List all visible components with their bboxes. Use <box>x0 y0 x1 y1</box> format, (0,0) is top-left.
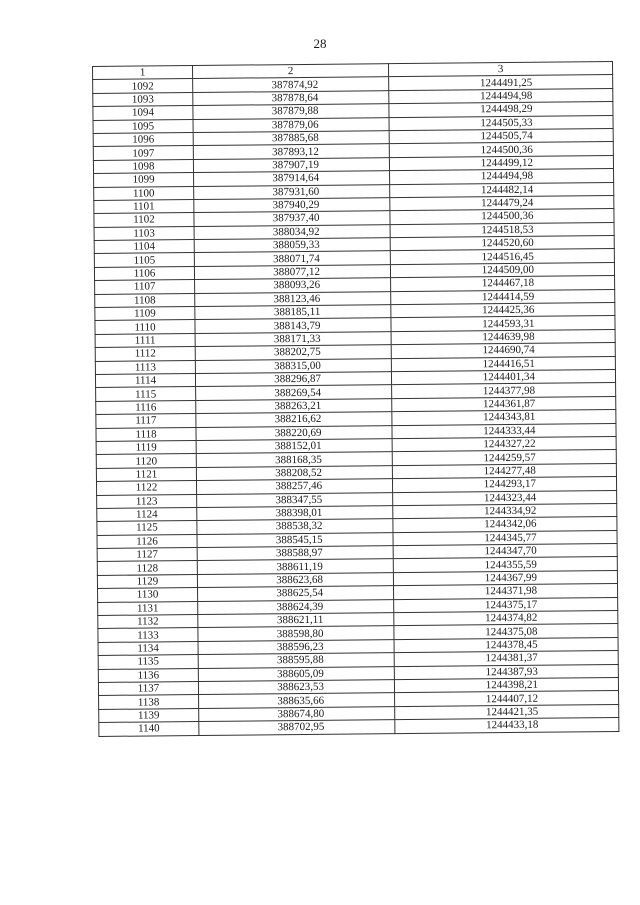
x-coordinate-cell: 388623,53 <box>198 680 394 695</box>
y-coordinate-cell: 1244355,59 <box>393 557 617 573</box>
x-coordinate-cell: 388168,35 <box>196 452 392 467</box>
x-coordinate-cell: 388185,11 <box>195 305 391 320</box>
y-coordinate-cell: 1244401,34 <box>391 369 615 385</box>
point-number-cell: 1100 <box>94 186 194 200</box>
y-coordinate-cell: 1244500,36 <box>390 209 614 225</box>
y-coordinate-cell: 1244377,98 <box>392 383 616 399</box>
y-coordinate-cell: 1244500,36 <box>389 142 613 158</box>
y-coordinate-cell: 1244421,35 <box>395 704 619 720</box>
x-coordinate-cell: 388625,54 <box>198 586 394 601</box>
point-number-cell: 1095 <box>93 119 193 133</box>
x-coordinate-cell: 388093,26 <box>195 278 391 293</box>
x-coordinate-cell: 388315,00 <box>195 358 391 373</box>
point-number-cell: 1094 <box>93 106 193 120</box>
y-coordinate-cell: 1244509,00 <box>390 262 614 278</box>
point-number-cell: 1109 <box>95 307 195 321</box>
y-coordinate-cell: 1244690,74 <box>391 343 615 359</box>
y-coordinate-cell: 1244323,44 <box>393 490 617 506</box>
point-number-cell: 1138 <box>99 695 199 709</box>
point-number-cell: 1116 <box>96 400 196 414</box>
column-header-3: 3 <box>388 62 612 78</box>
x-coordinate-cell: 388059,33 <box>194 238 390 253</box>
y-coordinate-cell: 1244516,45 <box>390 249 614 265</box>
point-number-cell: 1140 <box>99 722 199 736</box>
x-coordinate-cell: 388398,01 <box>197 506 393 521</box>
y-coordinate-cell: 1244479,24 <box>390 195 614 211</box>
x-coordinate-cell: 388269,54 <box>196 385 392 400</box>
x-coordinate-cell: 388624,39 <box>198 599 394 614</box>
y-coordinate-cell: 1244361,87 <box>392 396 616 412</box>
y-coordinate-cell: 1244259,57 <box>392 450 616 466</box>
y-coordinate-cell: 1244343,81 <box>392 410 616 426</box>
y-coordinate-cell: 1244347,70 <box>393 544 617 560</box>
x-coordinate-cell: 388123,46 <box>195 291 391 306</box>
point-number-cell: 1105 <box>94 253 194 267</box>
x-coordinate-cell: 388635,66 <box>199 693 395 708</box>
coordinates-table-sheet <box>92 61 618 736</box>
y-coordinate-cell: 1244345,77 <box>393 530 617 546</box>
y-coordinate-cell: 1244505,74 <box>389 128 613 144</box>
x-coordinate-cell: 387879,88 <box>193 104 389 119</box>
table-body <box>93 75 619 736</box>
x-coordinate-cell: 388538,32 <box>197 519 393 534</box>
x-coordinate-cell: 387907,19 <box>193 157 389 172</box>
x-coordinate-cell: 388071,74 <box>194 251 390 266</box>
y-coordinate-cell: 1244342,06 <box>393 517 617 533</box>
point-number-cell: 1122 <box>96 481 196 495</box>
y-coordinate-cell: 1244425,36 <box>391 303 615 319</box>
point-number-cell: 1124 <box>97 507 197 521</box>
point-number-cell: 1137 <box>98 681 198 695</box>
point-number-cell: 1108 <box>95 293 195 307</box>
point-number-cell: 1125 <box>97 521 197 535</box>
coordinates-table <box>92 61 619 737</box>
x-coordinate-cell: 387914,64 <box>194 171 390 186</box>
x-coordinate-cell: 388152,01 <box>196 439 392 454</box>
point-number-cell: 1096 <box>93 132 193 146</box>
x-coordinate-cell: 387879,06 <box>193 117 389 132</box>
x-coordinate-cell: 388077,12 <box>194 265 390 280</box>
x-coordinate-cell: 388257,46 <box>196 479 392 494</box>
y-coordinate-cell: 1244387,93 <box>394 664 618 680</box>
x-coordinate-cell: 388034,92 <box>194 224 390 239</box>
x-coordinate-cell: 388621,11 <box>198 613 394 628</box>
y-coordinate-cell: 1244520,60 <box>390 236 614 252</box>
y-coordinate-cell: 1244416,51 <box>391 356 615 372</box>
y-coordinate-cell: 1244499,12 <box>389 155 613 171</box>
x-coordinate-cell: 387940,29 <box>194 198 390 213</box>
y-coordinate-cell: 1244482,14 <box>390 182 614 198</box>
x-coordinate-cell: 388296,87 <box>195 372 391 387</box>
point-number-cell: 1130 <box>98 588 198 602</box>
x-coordinate-cell: 388595,88 <box>198 653 394 668</box>
point-number-cell: 1128 <box>97 561 197 575</box>
x-coordinate-cell: 387937,40 <box>194 211 390 226</box>
x-coordinate-cell: 387885,68 <box>193 131 389 146</box>
point-number-cell: 1129 <box>97 574 197 588</box>
x-coordinate-cell: 388220,69 <box>196 425 392 440</box>
point-number-cell: 1118 <box>96 427 196 441</box>
x-coordinate-cell: 388545,15 <box>197 532 393 547</box>
x-coordinate-cell: 388598,80 <box>198 626 394 641</box>
point-number-cell: 1121 <box>96 467 196 481</box>
point-number-cell: 1111 <box>95 333 195 347</box>
y-coordinate-cell: 1244505,33 <box>389 115 613 131</box>
y-coordinate-cell: 1244414,59 <box>391 289 615 305</box>
point-number-cell: 1103 <box>94 226 194 240</box>
point-number-cell: 1099 <box>94 173 194 187</box>
y-coordinate-cell: 1244498,29 <box>389 102 613 118</box>
point-number-cell: 1114 <box>95 374 195 388</box>
y-coordinate-cell: 1244333,44 <box>392 423 616 439</box>
point-number-cell: 1135 <box>98 655 198 669</box>
y-coordinate-cell: 1244518,53 <box>390 222 614 238</box>
x-coordinate-cell: 388216,62 <box>196 412 392 427</box>
point-number-cell: 1136 <box>98 668 198 682</box>
x-coordinate-cell: 388588,97 <box>197 546 393 561</box>
point-number-cell: 1097 <box>93 146 193 160</box>
y-coordinate-cell: 1244433,18 <box>395 718 619 734</box>
point-number-cell: 1126 <box>97 534 197 548</box>
y-coordinate-cell: 1244491,25 <box>389 75 613 91</box>
point-number-cell: 1098 <box>93 159 193 173</box>
y-coordinate-cell: 1244371,98 <box>394 584 618 600</box>
y-coordinate-cell: 1244378,45 <box>394 637 618 653</box>
point-number-cell: 1139 <box>99 708 199 722</box>
x-coordinate-cell: 388202,75 <box>195 345 391 360</box>
point-number-cell: 1110 <box>95 320 195 334</box>
point-number-cell: 1123 <box>97 494 197 508</box>
x-coordinate-cell: 388596,23 <box>198 639 394 654</box>
y-coordinate-cell: 1244381,37 <box>394 651 618 667</box>
y-coordinate-cell: 1244277,48 <box>392 463 616 479</box>
x-coordinate-cell: 388674,80 <box>199 706 395 721</box>
point-number-cell: 1104 <box>94 240 194 254</box>
x-coordinate-cell: 388623,68 <box>197 572 393 587</box>
x-coordinate-cell: 388347,55 <box>197 492 393 507</box>
x-coordinate-cell: 387931,60 <box>194 184 390 199</box>
point-number-cell: 1117 <box>96 414 196 428</box>
column-header-1: 1 <box>93 66 193 80</box>
point-number-cell: 1133 <box>98 628 198 642</box>
x-coordinate-cell: 387874,92 <box>193 77 389 92</box>
point-number-cell: 1107 <box>95 280 195 294</box>
x-coordinate-cell: 388143,79 <box>195 318 391 333</box>
x-coordinate-cell: 388171,33 <box>195 331 391 346</box>
point-number-cell: 1134 <box>98 641 198 655</box>
y-coordinate-cell: 1244367,99 <box>393 570 617 586</box>
point-number-cell: 1092 <box>93 79 193 93</box>
y-coordinate-cell: 1244374,82 <box>394 610 618 626</box>
point-number-cell: 1113 <box>95 360 195 374</box>
point-number-cell: 1093 <box>93 92 193 106</box>
point-number-cell: 1127 <box>97 548 197 562</box>
column-header-2: 2 <box>193 64 389 79</box>
x-coordinate-cell: 388611,19 <box>197 559 393 574</box>
point-number-cell: 1120 <box>96 454 196 468</box>
y-coordinate-cell: 1244639,98 <box>391 329 615 345</box>
y-coordinate-cell: 1244398,21 <box>394 677 618 693</box>
point-number-cell: 1101 <box>94 199 194 213</box>
y-coordinate-cell: 1244467,18 <box>391 276 615 292</box>
point-number-cell: 1119 <box>96 440 196 454</box>
y-coordinate-cell: 1244293,17 <box>392 477 616 493</box>
point-number-cell: 1132 <box>98 615 198 629</box>
y-coordinate-cell: 1244375,08 <box>394 624 618 640</box>
y-coordinate-cell: 1244593,31 <box>391 316 615 332</box>
y-coordinate-cell: 1244334,92 <box>393 503 617 519</box>
y-coordinate-cell: 1244407,12 <box>395 691 619 707</box>
x-coordinate-cell: 388605,09 <box>198 666 394 681</box>
point-number-cell: 1112 <box>95 347 195 361</box>
x-coordinate-cell: 388702,95 <box>199 720 395 735</box>
y-coordinate-cell: 1244494,98 <box>389 88 613 104</box>
x-coordinate-cell: 388263,21 <box>196 398 392 413</box>
y-coordinate-cell: 1244494,98 <box>390 169 614 185</box>
y-coordinate-cell: 1244375,17 <box>394 597 618 613</box>
point-number-cell: 1115 <box>96 387 196 401</box>
point-number-cell: 1102 <box>94 213 194 227</box>
x-coordinate-cell: 387893,12 <box>193 144 389 159</box>
page-number: 28 <box>313 36 327 51</box>
x-coordinate-cell: 388208,52 <box>196 465 392 480</box>
point-number-cell: 1131 <box>98 601 198 615</box>
y-coordinate-cell: 1244327,22 <box>392 436 616 452</box>
x-coordinate-cell: 387878,64 <box>193 90 389 105</box>
point-number-cell: 1106 <box>94 266 194 280</box>
